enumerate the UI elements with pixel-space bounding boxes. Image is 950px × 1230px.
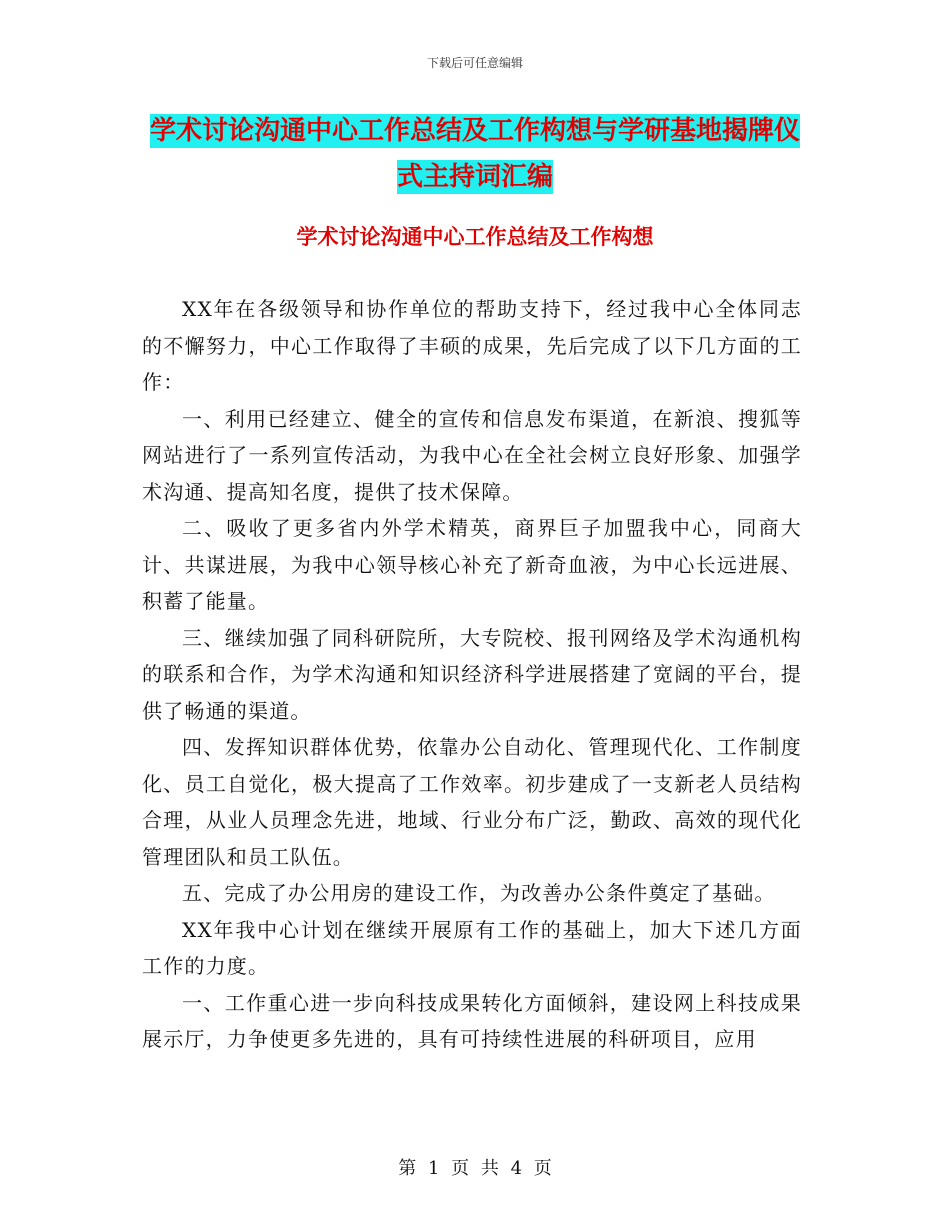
paragraph: 三、继续加强了同科研院所，大专院校、报刊网络及学术沟通机构的联系和合作，为学术沟通和知识经济科学进展搭建了宽阔的平台，提供了畅通的渠道。 bbox=[142, 625, 802, 723]
paragraph: 一、工作重心进一步向科技成果转化方面倾斜，建设网上科技成果展示厅，力争使更多先进的，具有可持续性进展的科研项目，应用 bbox=[142, 990, 802, 1051]
paragraph: 四、发挥知识群体优势，依靠办公自动化、管理现代化、工作制度化、员工自觉化，极大提高了工作效率。初步建成了一支新老人员结构合理，从业人员理念先进，地域、行业分布广泛，勤政、高效的现代化管理团队和员工队伍。 bbox=[142, 735, 802, 869]
header-note: 下载后可任意编辑 bbox=[426, 56, 523, 70]
document-title-text: 学术讨论沟通中心工作总结及工作构想与学研基地揭牌仪式主持词汇编 bbox=[149, 116, 800, 192]
section-title: 学术讨论沟通中心工作总结及工作构想 bbox=[296, 225, 654, 249]
document-body bbox=[142, 291, 802, 1058]
document-title bbox=[140, 108, 810, 200]
paragraph: 五、完成了办公用房的建设工作，为改善办公条件奠定了基础。 bbox=[182, 881, 776, 905]
paragraph: 二、吸收了更多省内外学术精英，商界巨子加盟我中心，同商大计、共谋进展，为我中心领导核心补充了新奇血液，为中心长远进展、积蓄了能量。 bbox=[142, 516, 802, 613]
paragraph: XX年我中心计划在继续开展原有工作的基础上，加大下述几方面工作的力度。 bbox=[142, 917, 802, 978]
page-number: 第 1 页 共 4 页 bbox=[398, 1158, 552, 1179]
paragraph: XX年在各级领导和协作单位的帮助支持下，经过我中心全体同志的不懈努力，中心工作取得了丰硕的成果，先后完成了以下几方面的工作： bbox=[142, 297, 802, 394]
paragraph: 一、利用已经建立、健全的宣传和信息发布渠道，在新浪、搜狐等网站进行了一系列宣传活动，为我中心在全社会树立良好形象、加强学术沟通、提高知名度，提供了技术保障。 bbox=[142, 406, 802, 504]
